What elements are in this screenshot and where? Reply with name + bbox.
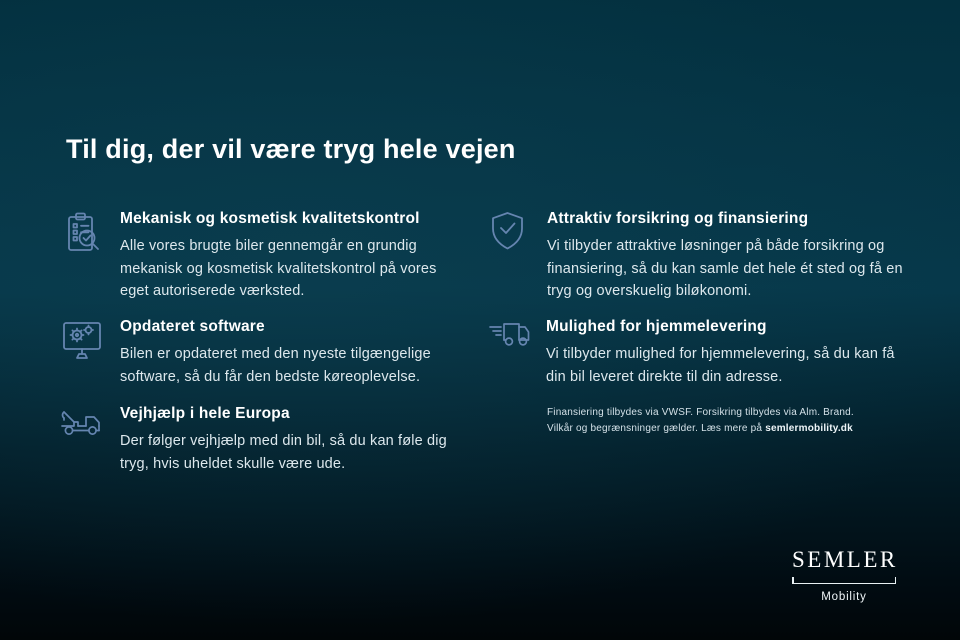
feature-title: Opdateret software [120,318,265,335]
software-monitor-icon [60,318,104,364]
disclaimer-line1: Finansiering tilbydes via VWSF. Forsikring tilbydes via Alm. Brand. [547,407,854,418]
shield-check-icon [489,210,526,252]
quality-check-icon [60,210,104,258]
feature-body: Vi tilbyder mulighed for hjemmelevering, så du kan få din bil leveret direkte til din adresse. [546,346,895,385]
page-title: Til dig, der vil være tryg hele vejen [66,134,516,165]
logo-rule [792,577,896,584]
logo-brand-text: SEMLER [792,547,898,572]
feature-title: Vejhjælp i hele Europa [120,405,290,422]
feature-roadside-assistance [58,405,454,475]
feature-body: Der følger vejhjælp med din bil, så du kan føle dig tryg, hvis uheldet skulle være ude. [120,433,447,472]
feature-updated-software [60,318,454,388]
disclaimer-line2-text: Vilkår og begrænsninger gælder. Læs mere på [547,423,766,434]
feature-body: Bilen er opdateret med den nyeste tilgængelige software, så du får den bedste køreoplevelse. [120,346,431,385]
feature-body: Vi tilbyder attraktive løsninger på både forsikring og finansiering, så du kan samle det hele ét sted og få en tryg og overskuelig biløkonomi. [547,238,903,299]
disclaimer-line2 [547,421,854,437]
delivery-truck-icon [487,318,533,354]
feature-title: Mulighed for hjemmelevering [546,318,767,335]
semler-mobility-logo [792,547,896,603]
semlermobility-link[interactable]: semlermobility.dk [765,423,853,434]
feature-title: Attraktiv forsikring og finansiering [547,210,809,227]
feature-home-delivery [487,318,918,388]
disclaimer [547,405,854,437]
feature-body: Alle vores brugte biler gennemgår en grundig mekanisk og kosmetisk kvalitetskontrol på vores eget autoriserede værksted. [120,238,437,299]
logo-sub-text: Mobility [821,591,867,603]
feature-quality-control [60,210,454,303]
tow-truck-icon [58,405,106,443]
feature-title: Mekanisk og kosmetisk kvalitetskontrol [120,210,420,227]
feature-insurance-financing [489,210,919,303]
